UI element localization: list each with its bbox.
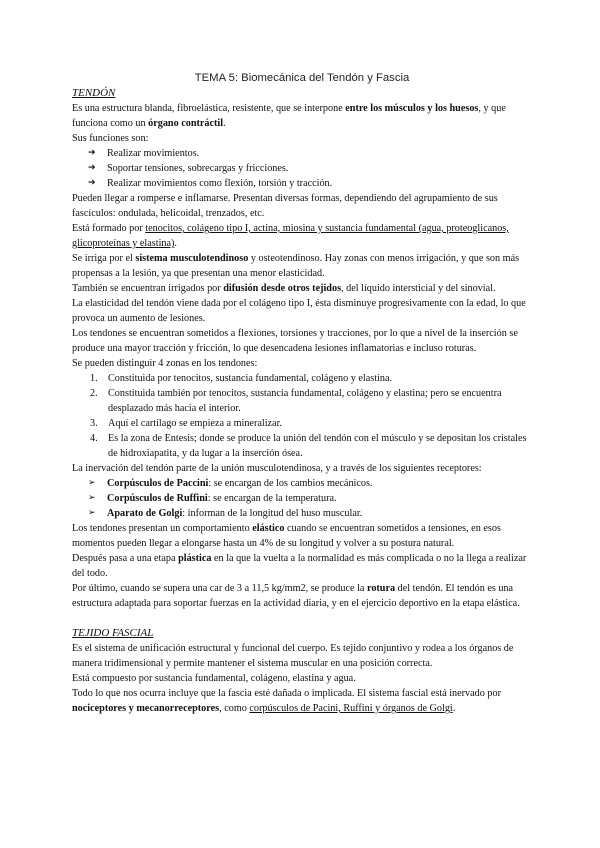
arrow-icon: ➔ [88,178,96,188]
zones-label: Se pueden distinguir 4 zonas en los tendones: [72,358,258,369]
pointer-icon: ➢ [88,508,96,518]
paragraph-fascia-innervation: Todo lo que nos ocurra incluye que la fascia esté dañada o implicada. El sistema fascial está inervado por nociceptores y mecanorreceptores, como corpúsculos de Pacini, Ruffini y órganos de Golgi. [72,688,501,714]
section-heading-fascia: TEJIDO FASCIAL [72,627,154,639]
pointer-icon: ➢ [88,478,96,488]
section-heading-tendon: TENDÓN [72,87,116,99]
arrow-icon: ➔ [88,163,96,173]
document-title: TEMA 5: Biomecánica del Tendón y Fascia [194,72,410,84]
pointer-icon: ➢ [88,493,96,503]
paragraph-elasticity: La elasticidad del tendón viene dada por el colágeno tipo I, ésta disminuye progresivamente con la edad, lo que provoca un aumento de lesiones. [72,298,526,324]
functions-label: Sus funciones son: [72,133,149,144]
paragraph-diffusion: También se encuentran irrigados por difusión desde otros tejidos, del líquido intersticial y del sinovial. [72,283,496,294]
zones-list [72,371,532,461]
list-item: 4. Es la zona de Entesis; donde se produce la unión del tendón con el músculo y se depositan los cristales de hidroxiapatita, y da lugar a la inserción ósea. [90,433,527,459]
list-item: ➔ Realizar movimientos como flexión, torsión y tracción. [88,178,333,189]
list-item: 3. Aquí el cartílago se empieza a mineralizar. [90,418,282,429]
paragraph-behavior: Los tendones presentan un comportamiento elástico cuando se encuentran sometidos a tensiones, en esos momentos pueden llegar a elongarse hasta un 4% de su longitud y volver a su postura natural. [72,523,501,549]
paragraph-fascia-composition: Está compuesto por sustancia fundamental, colágeno, elastina y agua. [72,673,356,684]
list-item: ➢ Corpúsculos de Ruffini: se encargan de la temperatura. [88,493,337,504]
innervation-label: La inervación del tendón parte de la unión musculotendinosa, y a través de los siguientes receptores: [72,463,482,474]
list-item: ➢ Aparato de Golgi: informan de la longitud del huso muscular. [88,508,363,519]
paragraph-intro: Es una estructura blanda, fibroelástica, resistente, que se interpone entre los músculos y los huesos, y que funciona como un órgano contráctil. [72,103,506,129]
paragraph-rupture: Por último, cuando se supera una car de 3 a 11,5 kg/mm2, se produce la rotura del tendón. El tendón es una estructura adaptada para soportar fuerzas en la actividad diaria, y en el ejercicio deportivo en la etapa elástica. [72,583,520,609]
paragraph-tendons: Los tendones se encuentran sometidos a flexiones, torsiones y tracciones, por lo que a nivel de la inserción se produce una mayor tracción y fricción, lo que desencadena lesiones inflamatorias e incluso roturas. [72,328,518,354]
document-page [72,70,532,716]
list-item: 2. Constituida también por tenocitos, sustancia fundamental, colágeno y elastina; pero se encuentra desplazado más hacia el interior. [90,388,502,414]
list-item: ➔ Soportar tensiones, sobrecargas y fricciones. [88,163,289,174]
list-item: ➢ Corpúsculos de Paccini: se encargan de los cambios mecánicos. [88,478,373,489]
paragraph-irrigation: Se irriga por el sistema musculotendinoso y osteotendinoso. Hay zonas con menos irrigación, y que son más propensas a la lesión, ya que presentan una menor elasticidad. [72,253,520,279]
paragraph-formed: Está formado por tenocitos, colágeno tipo I, actina, miosina y sustancia fundamental (agua, proteoglicanos, glicoproteínas y elastina). [72,223,509,249]
paragraph-break: Pueden llegar a romperse e inflamarse. Presentan diversas formas, dependiendo del agrupamiento de sus fascículos: ondulada, helicoidal, trenzados, etc. [72,193,498,219]
receptors-list [72,476,532,521]
paragraph-plastic: Después pasa a una etapa plástica en la que la vuelta a la normalidad es más complicada o no la llega a realizar del todo. [72,553,527,579]
paragraph-fascia-definition: Es el sistema de unificación estructural y funcional del cuerpo. Es tejido conjuntivo y rodea a los órganos de manera tridimensional y permite mantener el sistema muscular en una posición correcta. [72,643,514,669]
list-item: ➔ Realizar movimientos. [88,148,200,159]
arrow-icon: ➔ [88,148,96,158]
list-item: 1. Constituida por tenocitos, sustancia fundamental, colágeno y elastina. [90,373,393,384]
functions-list [72,146,532,191]
